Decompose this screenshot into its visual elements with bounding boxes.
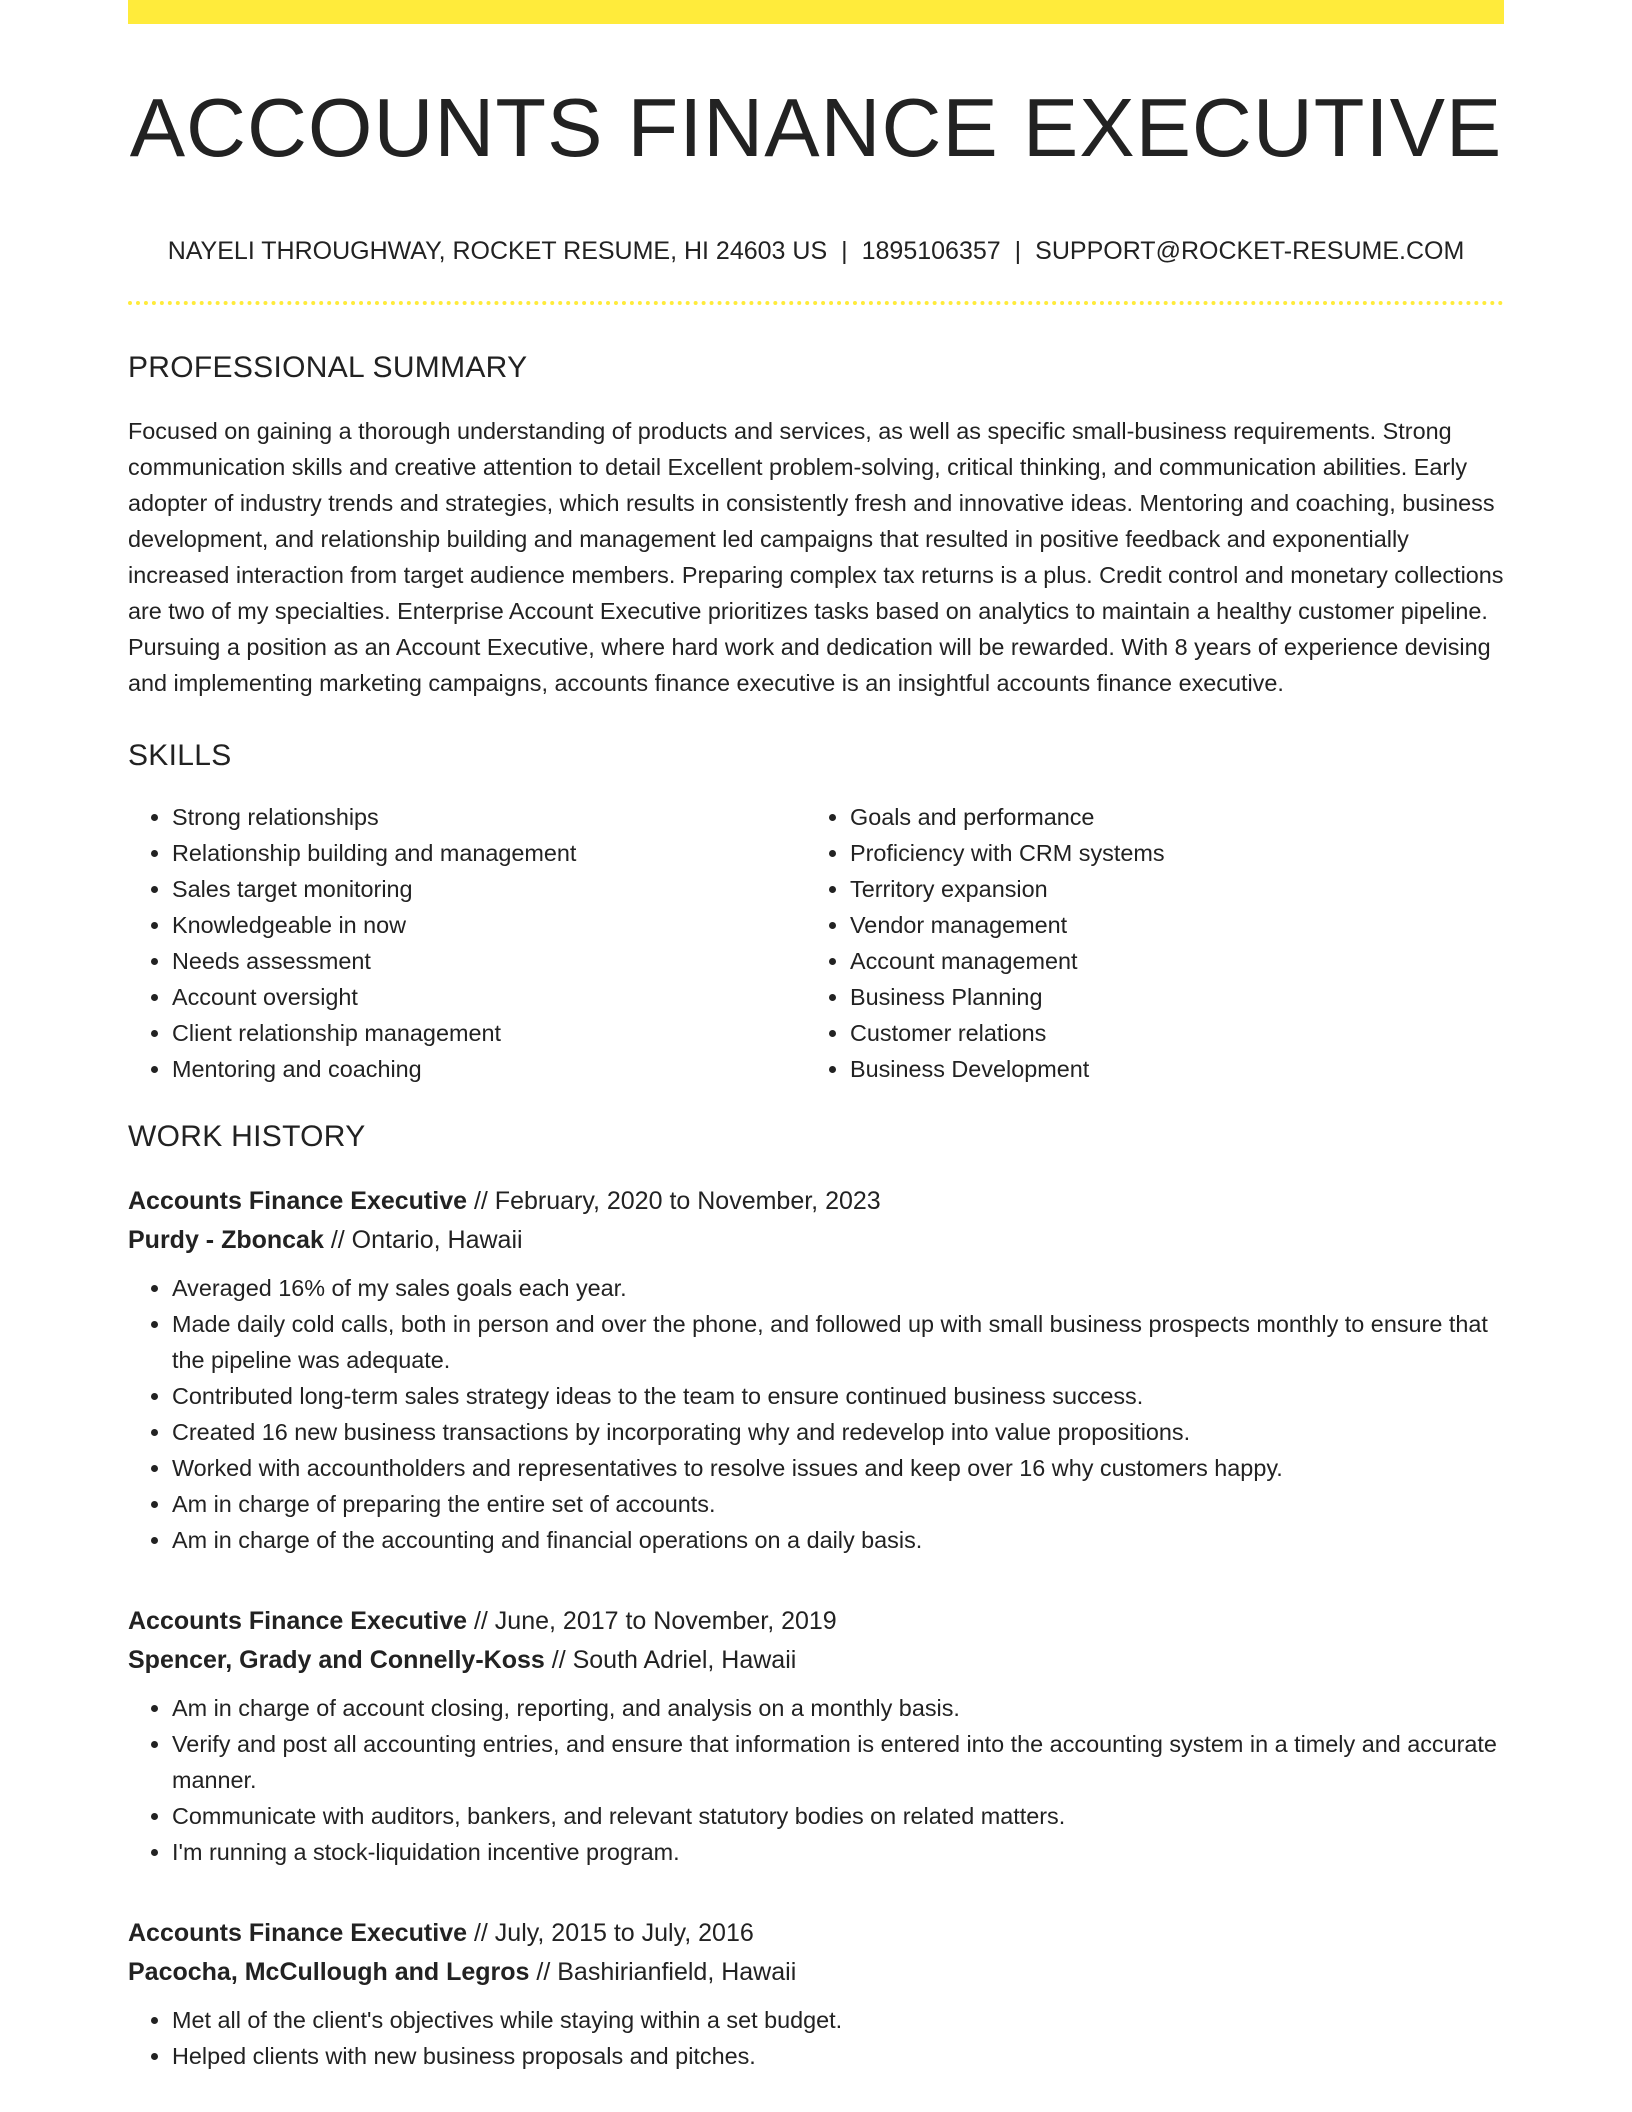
contact-email: SUPPORT@ROCKET-RESUME.COM: [1035, 237, 1465, 265]
job-entry: [128, 1182, 1504, 1558]
contact-separator: |: [1014, 237, 1022, 265]
contact-address: NAYELI THROUGHWAY, ROCKET RESUME, HI 24603 US: [167, 237, 828, 265]
job-bullet: • Verify and post all accounting entries, and ensure that information is entered into the accounting system in a timely and accurate manner.: [172, 1726, 1504, 1798]
skill-item: • Knowledgeable in now: [172, 907, 806, 943]
skill-item: • Account management: [850, 943, 1484, 979]
skills-column-right: [806, 799, 1484, 1087]
skill-item: • Mentoring and coaching: [172, 1051, 806, 1087]
job-title-line: [128, 1182, 1504, 1221]
skill-item: • Strong relationships: [172, 799, 806, 835]
job-bullet: • Am in charge of account closing, reporting, and analysis on a monthly basis.: [172, 1690, 1504, 1726]
accent-bar: [128, 0, 1504, 24]
skills-list: [128, 799, 1504, 1087]
job-location: // Bashirianfield, Hawaii: [536, 1958, 797, 1986]
job-bullet: • I'm running a stock-liquidation incentive program.: [172, 1834, 1504, 1870]
job-bullet: • Am in charge of the accounting and financial operations on a daily basis.: [172, 1522, 1504, 1558]
dotted-divider: [128, 301, 1504, 305]
work-history-heading: WORK HISTORY: [128, 1120, 366, 1153]
job-bullet: • Communicate with auditors, bankers, and relevant statutory bodies on related matters.: [172, 1798, 1504, 1834]
job-bullet: • Helped clients with new business proposals and pitches.: [172, 2038, 1504, 2074]
skill-item: • Business Planning: [850, 979, 1484, 1015]
job-location: // Ontario, Hawaii: [330, 1226, 523, 1254]
skill-item: • Account oversight: [172, 979, 806, 1015]
job-company: Spencer, Grady and Connelly-Koss: [128, 1646, 545, 1674]
skill-item: • Client relationship management: [172, 1015, 806, 1051]
skill-item: • Sales target monitoring: [172, 871, 806, 907]
job-bullet: • Contributed long-term sales strategy ideas to the team to ensure continued business success.: [172, 1378, 1504, 1414]
summary-text: Focused on gaining a thorough understanding of products and services, as well as specific small-business requirements. Strong communication skills and creative attention to detail Excellent problem-solving, critical thinking, and communication abilities. Early adopter of industry trends and strategies, which results in consistently fresh and innovative ideas. Mentoring and coaching, business development, and relationship building and management led campaigns that resulted in positive feedback and exponentially increased interaction from target audience members. Preparing complex tax returns is a plus. Credit control and monetary collections are two of my specialties. Enterprise Account Executive prioritizes tasks based on analytics to maintain a healthy customer pipeline. Pursuing a position as an Account Executive, where hard work and dedication will be rewarded. With 8 years of experience devising and implementing marketing campaigns, accounts finance executive is an insightful accounts finance executive.: [128, 418, 1504, 696]
skill-item: • Relationship building and management: [172, 835, 806, 871]
job-location: // South Adriel, Hawaii: [551, 1646, 797, 1674]
skills-column-left: [128, 799, 806, 1087]
skill-item: • Business Development: [850, 1051, 1484, 1087]
job-bullets: [128, 2002, 1504, 2074]
job-entry: [128, 1914, 1504, 2074]
job-company: Pacocha, McCullough and Legros: [128, 1958, 530, 1986]
summary-heading: PROFESSIONAL SUMMARY: [128, 351, 528, 384]
skill-item: • Customer relations: [850, 1015, 1484, 1051]
skill-item: • Proficiency with CRM systems: [850, 835, 1484, 871]
job-title: Accounts Finance Executive: [128, 1919, 468, 1947]
job-dates: // June, 2017 to November, 2019: [473, 1607, 837, 1635]
job-bullet: • Made daily cold calls, both in person and over the phone, and followed up with small business prospects monthly to ensure that the pipeline was adequate.: [172, 1306, 1504, 1378]
skill-item: • Goals and performance: [850, 799, 1484, 835]
job-company-line: [128, 1641, 1504, 1680]
resume-page: [128, 0, 1504, 2074]
job-dates: // February, 2020 to November, 2023: [473, 1187, 881, 1215]
job-bullet: • Averaged 16% of my sales goals each year.: [172, 1270, 1504, 1306]
job-title-line: [128, 1914, 1504, 1953]
job-company-line: [128, 1953, 1504, 1992]
job-bullet: • Am in charge of preparing the entire set of accounts.: [172, 1486, 1504, 1522]
job-company-line: [128, 1221, 1504, 1260]
contact-line: [128, 239, 1504, 264]
skill-item: • Territory expansion: [850, 871, 1484, 907]
job-dates: // July, 2015 to July, 2016: [473, 1919, 754, 1947]
job-bullet: • Created 16 new business transactions by incorporating why and redevelop into value propositions.: [172, 1414, 1504, 1450]
job-bullets: [128, 1690, 1504, 1870]
job-bullets: [128, 1270, 1504, 1558]
skill-item: • Vendor management: [850, 907, 1484, 943]
contact-phone: 1895106357: [861, 237, 1001, 265]
job-title: Accounts Finance Executive: [128, 1607, 468, 1635]
resume-title: ACCOUNTS FINANCE EXECUTIVE: [129, 81, 1503, 174]
job-entry: [128, 1602, 1504, 1870]
skills-heading: SKILLS: [128, 739, 232, 772]
contact-separator: |: [841, 237, 848, 265]
job-title: Accounts Finance Executive: [128, 1187, 468, 1215]
skill-item: • Needs assessment: [172, 943, 806, 979]
job-bullet: • Worked with accountholders and representatives to resolve issues and keep over 16 why customers happy.: [172, 1450, 1504, 1486]
job-company: Purdy - Zboncak: [128, 1226, 324, 1254]
job-title-line: [128, 1602, 1504, 1641]
job-bullet: • Met all of the client's objectives while staying within a set budget.: [172, 2002, 1504, 2038]
